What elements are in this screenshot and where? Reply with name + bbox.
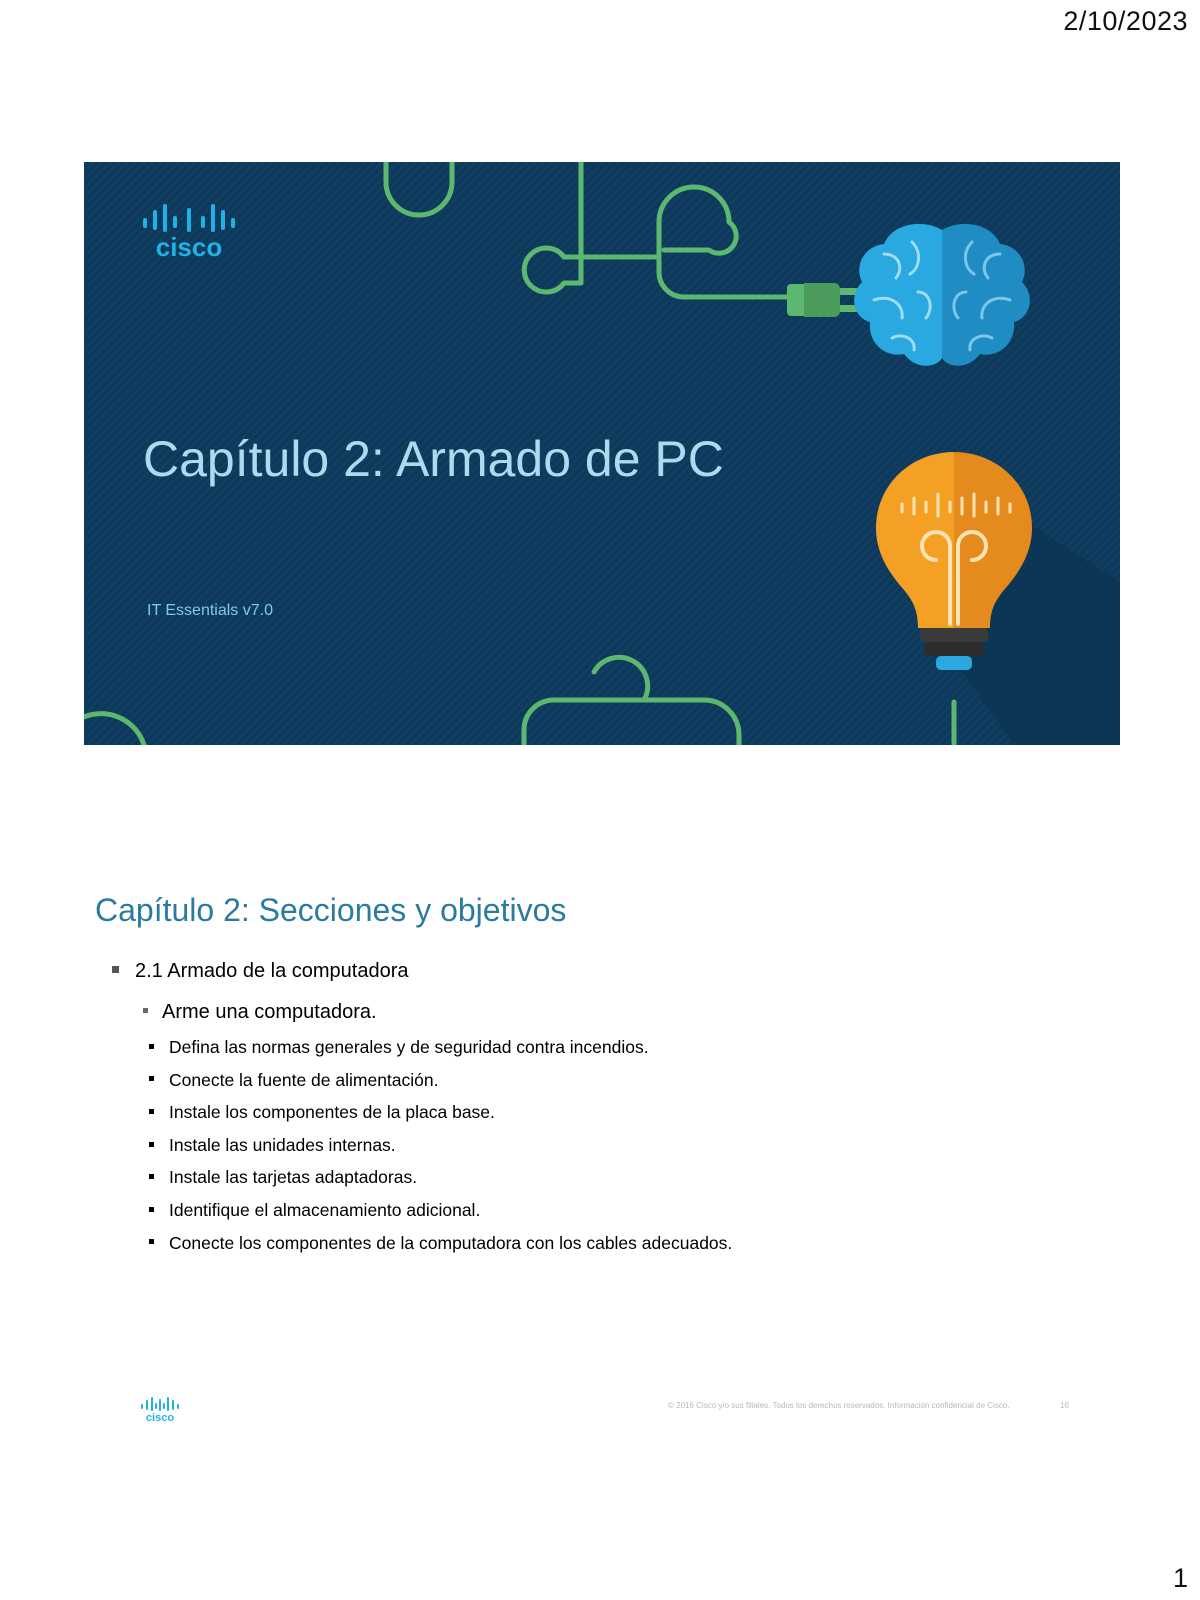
page-number: 1	[1172, 1563, 1188, 1593]
slide-heading: Capítulo 2: Secciones y objetivos	[95, 892, 567, 928]
objectives-slide	[84, 870, 1120, 1453]
cisco-logo-small	[139, 1397, 181, 1423]
footer-copyright: © 2016 Cisco y/o sus filiales. Todos los derechos reservados. Información confidencial de Cisco.	[668, 1401, 1010, 1410]
list-item: Conecte la fuente de alimentación.	[149, 1069, 732, 1102]
list-item: Instale las tarjetas adaptadoras.	[149, 1166, 732, 1199]
slide-title: Capítulo 2: Armado de PC	[143, 431, 724, 487]
square-bullet-icon	[149, 1076, 154, 1081]
list-item: Defina las normas generales y de seguridad contra incendios.	[149, 1036, 732, 1069]
square-bullet-icon	[149, 1207, 154, 1212]
objective-label: Arme una computadora.	[162, 1001, 377, 1023]
title-slide	[84, 162, 1120, 745]
square-bullet-icon	[149, 1044, 154, 1049]
objective-items-list	[149, 1036, 732, 1264]
square-bullet-icon	[112, 966, 119, 973]
square-bullet-icon	[149, 1142, 154, 1147]
objective-bullet	[143, 1001, 377, 1024]
list-item: Instale los componentes de la placa base.	[149, 1101, 732, 1134]
slide-subtitle: IT Essentials v7.0	[147, 602, 273, 619]
cisco-logo	[139, 202, 239, 262]
list-item: Conecte los componentes de la computadora con los cables adecuados.	[149, 1232, 732, 1265]
print-date: 2/10/2023	[1063, 6, 1188, 36]
section-label: 2.1 Armado de la computadora	[135, 960, 409, 982]
square-bullet-icon	[143, 1008, 148, 1013]
slide-number: 16	[1060, 1401, 1069, 1410]
section-bullet	[112, 960, 409, 983]
square-bullet-icon	[149, 1174, 154, 1179]
square-bullet-icon	[149, 1239, 154, 1244]
cisco-logo-text: cisco	[155, 232, 223, 262]
cisco-logo-text: cisco	[145, 1412, 175, 1423]
plug-icon	[787, 283, 858, 317]
square-bullet-icon	[149, 1109, 154, 1114]
list-item: Identifique el almacenamiento adicional.	[149, 1199, 732, 1232]
brain-icon	[854, 224, 1030, 366]
list-item: Instale las unidades internas.	[149, 1134, 732, 1167]
